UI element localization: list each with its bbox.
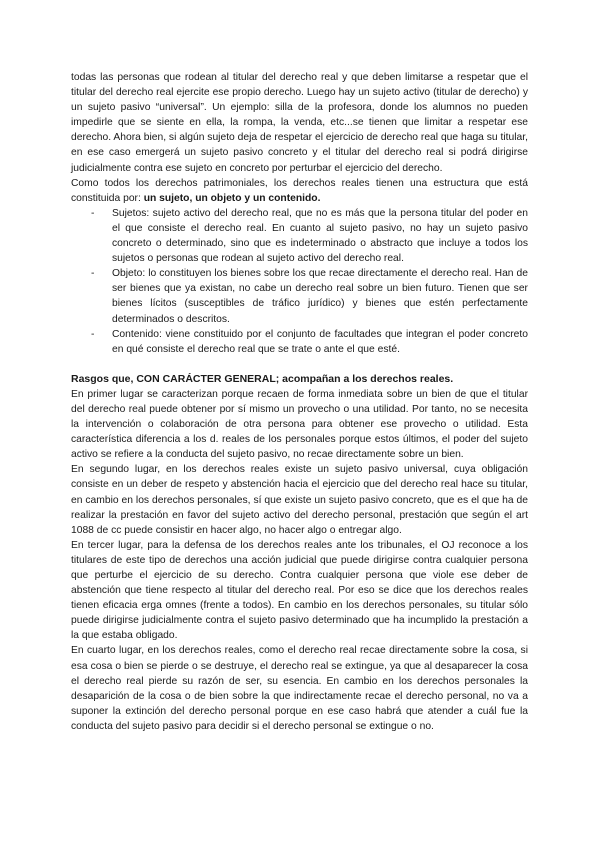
structure-paragraph [71, 176, 528, 206]
paragraph-tercer-lugar: En tercer lugar, para la defensa de los derechos reales ante los tribunales, el OJ reconoce a los titulares de este tipo de derechos una acción judicial que puede dirigirse contra cualquier persona que perturbe el ejercicio de su derecho. Contra cualquier persona que viole ese deber de abstención que tiene respecto al titular del derecho real. Por eso se dice que los derechos reales tienen eficacia erga omnes (frente a todos). En cambio en los derechos personales, su titular sólo puede dirigirse judicialmente contra el sujeto pasivo determinado que ha incumplido la prestación a la que estaba obligado. [71, 539, 528, 642]
list-item-objeto: - Objeto: lo constituyen los bienes sobre los que recae directamente el derecho real. Han de ser bienes que ya existan, no cabe un derecho real sobre un bien futuro. Tienen que ser bienes lícitos (susceptibles de tráfico jurídico) y bienes que estén perfectamente determinados o descritos. [91, 266, 528, 326]
list-item-sujetos: - Sujetos: sujeto activo del derecho real, que no es más que la persona titular del poder en el que consiste el derecho real. En cuanto al sujeto pasivo, no hay un sujeto pasivo concreto o determinado, sino que es indeterminado o abstracto que incluye a todos los sujetos o personas que rodean al sujeto activo del derecho real. [91, 206, 528, 266]
structure-text: Como todos los derechos patrimoniales, los derechos reales tienen una estructura que está constituida por: [71, 177, 528, 204]
paragraph-primer-lugar: En primer lugar se caracterizan porque recaen de forma inmediata sobre un bien de que el titular del derecho real puede obtener por sí mismo un provecho o una utilidad. Por tanto, no se necesita la intervención o colaboración de otra persona para obtener ese provecho o utilidad. Esta característica diferencia a los d. reales de los personales porque estos últimos, el poder del sujeto activo se refiere a la conducta del sujeto pasivo, no recae directamente sobre un bien. [71, 388, 528, 461]
intro-paragraph: todas las personas que rodean al titular del derecho real y que deben limitarse a respetar que el titular del derecho real ejercite ese propio derecho. Luego hay un sujeto activo (titular de derecho) y un sujeto pasivo “universal”. Un ejemplo: silla de la profesora, donde los alumnos no pueden impedirle que se siente en ella, la rompa, la venda, etc...se tienen que limitar a respetar ese derecho. Ahora bien, si algún sujeto deja de respetar el ejercicio de derecho real que haga su titular, en ese caso emergerá un sujeto pasivo concreto y el titular del derecho real si podrá dirigirse judicialmente contra ese sujeto en concreto por perturbar el ejercicio del derecho. [71, 72, 528, 174]
elements-list [71, 206, 528, 357]
section-heading: Rasgos que, CON CARÁCTER GENERAL; acompañan a los derechos reales. [71, 372, 454, 385]
paragraph-cuarto-lugar: En cuarto lugar, en los derechos reales, como el derecho real recae directamente sobre la cosa, si esa cosa o bien se pierde o se destruye, el derecho real se extingue, ya que al desaparecer la cosa el derecho real pierde su razón de ser, su esencia. En cambio en los derechos personales la desaparición de la cosa o de bien sobre la que indirectamente recae el derecho personal, no va a suponer la extinción del derecho personal porque en ese caso habrá que atender a cuál fue la conducta del sujeto pasivo para decidir si el derecho personal se extingue o no. [71, 645, 528, 732]
structure-bold-text: un sujeto, un objeto y un contenido. [143, 192, 321, 204]
list-item-contenido: - Contenido: viene constituido por el conjunto de facultades que integran el poder concreto en qué consiste el derecho real que se trate o ante el que esté. [91, 327, 528, 357]
paragraph-segundo-lugar: En segundo lugar, en los derechos reales existe un sujeto pasivo universal, cuya obligación consiste en un deber de respeto y abstención hacia el ejercicio que del derecho real hace su titular, en cambio en los derechos personales, sí que existe un sujeto pasivo concreto, que es el que ha de realizar la prestación en favor del sujeto activo del derecho personal, prestación que según el art 1088 de cc puede consistir en hacer algo, no hacer algo o entregar algo. [71, 464, 528, 536]
